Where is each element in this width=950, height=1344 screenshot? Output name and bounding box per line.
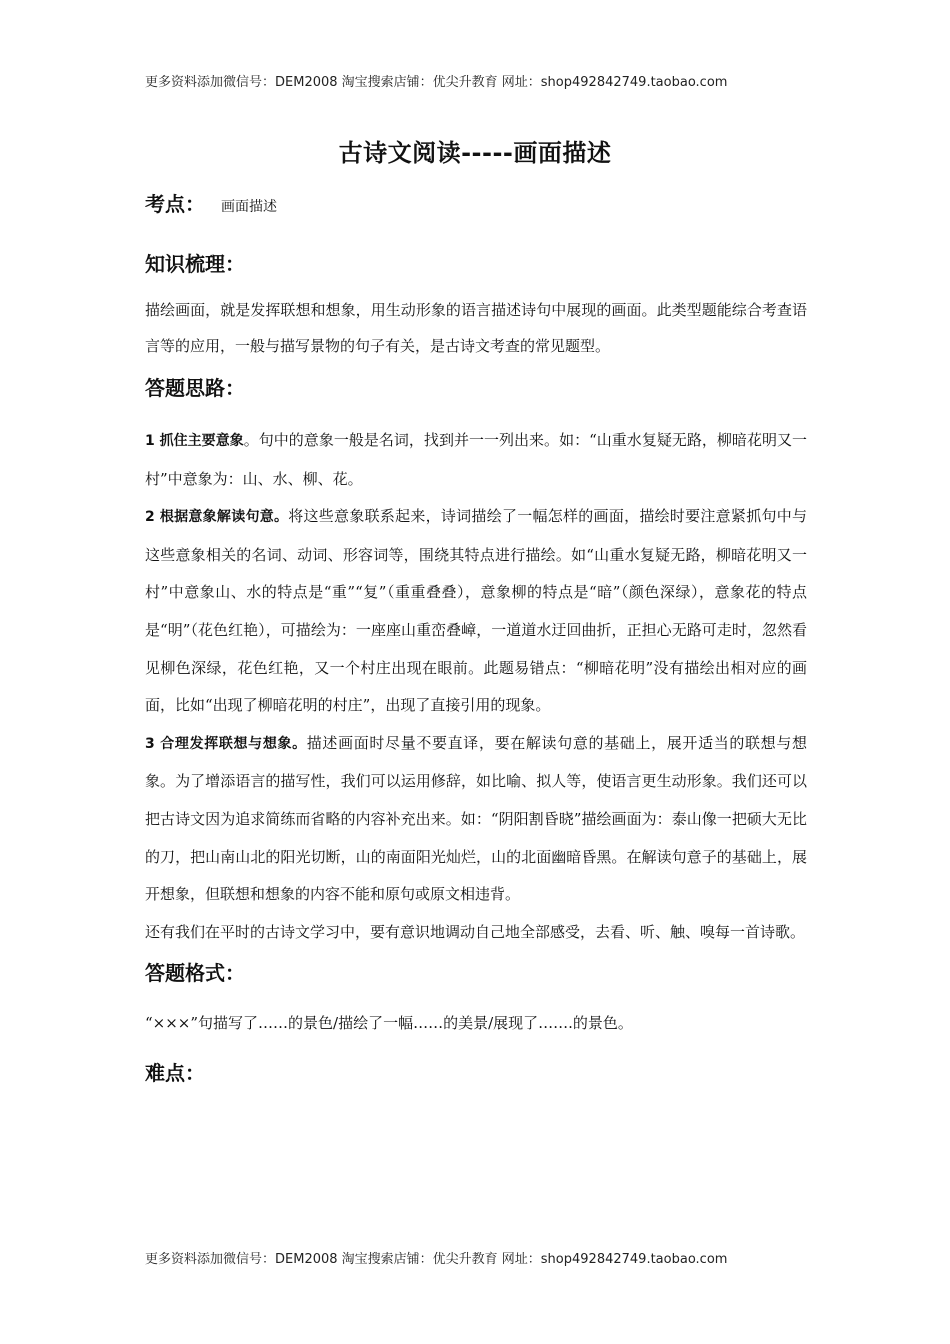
approach-step-2-lead: 2 根据意象解读句意。 xyxy=(145,509,289,526)
approach-step-1-text: 。句中的意象一般是名词，找到并一一列出来。如：“山重水复疑无路，柳暗花明又一村”中意象为：山、水、柳、花。 xyxy=(145,431,807,488)
approach-step-3-text: 描述画面时尽量不要直译，要在解读句意的基础上，展开适当的联想与想象。为了增添语言的描写性，我们可以运用修辞，如比喻、拟人等，使语言更生动形象。我们还可以把古诗文因为追求简练而省略的内容补充出来。如：“阴阳割昏晓”描绘画面为：泰山像一把硕大无比的刀，把山南山北的阳光切断，山的南面阳光灿烂，山的北面幽暗昏黑。在解读句意子的基础上，展开想象，但联想和想象的内容不能和原句或原文相违背。 xyxy=(145,733,807,904)
document-body xyxy=(145,188,807,1089)
approach-step-3 xyxy=(145,725,807,914)
difficulty-heading: 难点： xyxy=(145,1061,205,1086)
approach-step-1-lead: 1 抓住主要意象 xyxy=(145,433,244,449)
format-heading: 答题格式： xyxy=(145,961,245,986)
page-header: 更多资料添加微信号：DEM2008 淘宝搜索店铺：优尖升教育 网址：shop492842749.taobao.com xyxy=(145,75,728,90)
page-title: 古诗文阅读-----画面描述 xyxy=(338,139,612,167)
approach-step-2-text: 将这些意象联系起来，诗词描绘了一幅怎样的画面，描绘时要注意紧抓句中与这些意象相关的名词、动词、形容词等，围绕其特点进行描绘。如“山重水复疑无路，柳暗花明又一村”中意象山、水的特点是“重”“复”（重重叠叠），意象柳的特点是“暗”（颜色深绿），意象花的特点是“明”（花色红艳），可描绘为：一座座山重峦叠嶂，一道道水迂回曲折，正担心无路可走时，忽然看见柳色深绿，花色红艳，又一个村庄出现在眼前。此题易错点：“柳暗花明”没有描绘出相对应的画面，比如“出现了柳暗花明的村庄”，出现了直接引用的现象。 xyxy=(145,507,807,715)
approach-step-3-lead: 3 合理发挥联想与想象。 xyxy=(145,735,307,752)
knowledge-paragraph: 描绘画面，就是发挥联想和想象，用生动形象的语言描述诗句中展现的画面。此类型题能综合考查语言等的应用，一般与描写景物的句子有关，是古诗文考查的常见题型。 xyxy=(145,301,807,355)
kaodian-value: 画面描述 xyxy=(221,199,277,215)
approach-closing: 还有我们在平时的古诗文学习中，要有意识地调动自己地全部感受，去看、听、触、嗅每一首诗歌。 xyxy=(145,922,806,941)
format-text: “×××”句描写了……的景色/描绘了一幅……的美景/展现了…….的景色。 xyxy=(145,1014,633,1033)
approach-heading: 答题思路： xyxy=(145,376,245,400)
knowledge-heading: 知识梳理： xyxy=(145,252,245,276)
page-footer: 更多资料添加微信号：DEM2008 淘宝搜索店铺：优尖升教育 网址：shop492842749.taobao.com xyxy=(145,1252,728,1267)
kaodian-row xyxy=(145,188,807,220)
approach-step-2 xyxy=(145,498,807,725)
approach-steps xyxy=(145,422,807,951)
approach-step-1 xyxy=(145,422,807,498)
kaodian-label: 考点： xyxy=(145,192,205,216)
